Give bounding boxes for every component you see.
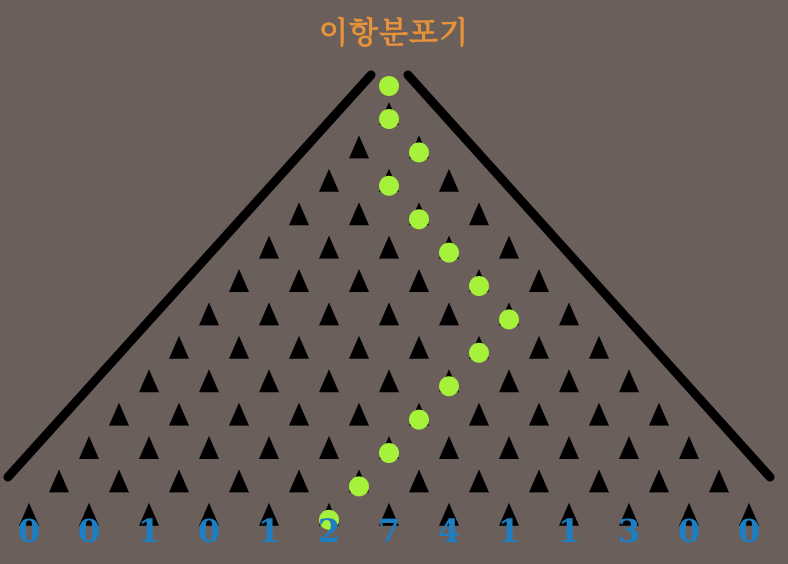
bin-count: 0 bbox=[197, 512, 221, 550]
ball bbox=[409, 209, 429, 229]
bin-count: 0 bbox=[17, 512, 41, 550]
peg bbox=[439, 436, 459, 459]
peg bbox=[349, 202, 369, 225]
peg bbox=[529, 336, 549, 359]
ball bbox=[379, 176, 399, 196]
ball bbox=[409, 142, 429, 162]
peg bbox=[529, 269, 549, 292]
ball bbox=[379, 76, 399, 96]
peg bbox=[139, 369, 159, 392]
peg bbox=[49, 469, 69, 492]
bin-count: 7 bbox=[377, 512, 401, 550]
peg bbox=[379, 236, 399, 259]
peg bbox=[409, 336, 429, 359]
bin-count: 0 bbox=[737, 512, 761, 550]
left-wall bbox=[8, 75, 371, 477]
ball bbox=[349, 476, 369, 496]
peg bbox=[259, 236, 279, 259]
peg bbox=[259, 436, 279, 459]
peg bbox=[349, 135, 369, 158]
bin-count: 4 bbox=[437, 512, 461, 550]
peg bbox=[589, 403, 609, 426]
peg bbox=[349, 403, 369, 426]
peg bbox=[349, 336, 369, 359]
page-title: 이항분포기 bbox=[319, 16, 469, 51]
peg bbox=[199, 369, 219, 392]
peg bbox=[619, 369, 639, 392]
peg bbox=[289, 202, 309, 225]
peg bbox=[229, 336, 249, 359]
peg bbox=[169, 336, 189, 359]
peg bbox=[409, 269, 429, 292]
peg bbox=[259, 302, 279, 325]
peg bbox=[229, 403, 249, 426]
peg bbox=[649, 403, 669, 426]
peg bbox=[499, 236, 519, 259]
peg bbox=[469, 202, 489, 225]
ball bbox=[469, 276, 489, 296]
peg bbox=[409, 469, 429, 492]
peg bbox=[289, 336, 309, 359]
peg bbox=[649, 469, 669, 492]
peg bbox=[109, 469, 129, 492]
bin-count: 1 bbox=[137, 512, 161, 550]
peg bbox=[559, 369, 579, 392]
peg bbox=[439, 169, 459, 192]
ball bbox=[439, 243, 459, 263]
peg bbox=[679, 436, 699, 459]
ball bbox=[379, 109, 399, 129]
peg bbox=[469, 469, 489, 492]
peg bbox=[589, 469, 609, 492]
peg bbox=[439, 302, 459, 325]
peg bbox=[169, 403, 189, 426]
peg bbox=[289, 269, 309, 292]
bin-count: 1 bbox=[557, 512, 581, 550]
ball bbox=[439, 376, 459, 396]
peg bbox=[349, 269, 369, 292]
peg bbox=[139, 436, 159, 459]
ball-trail bbox=[319, 76, 519, 530]
peg bbox=[619, 436, 639, 459]
peg bbox=[109, 403, 129, 426]
peg bbox=[499, 436, 519, 459]
peg bbox=[319, 369, 339, 392]
peg bbox=[469, 403, 489, 426]
peg bbox=[529, 403, 549, 426]
peg bbox=[379, 369, 399, 392]
peg bbox=[199, 436, 219, 459]
bin-count: 1 bbox=[257, 512, 281, 550]
bin-count: 2 bbox=[317, 512, 341, 550]
peg bbox=[289, 469, 309, 492]
peg bbox=[289, 403, 309, 426]
ball bbox=[409, 410, 429, 430]
peg bbox=[79, 436, 99, 459]
right-wall bbox=[408, 75, 770, 477]
peg bbox=[559, 302, 579, 325]
peg bbox=[169, 469, 189, 492]
peg bbox=[319, 302, 339, 325]
peg bbox=[319, 236, 339, 259]
peg bbox=[499, 369, 519, 392]
peg bbox=[229, 269, 249, 292]
peg bbox=[529, 469, 549, 492]
ball bbox=[469, 343, 489, 363]
bin-count: 0 bbox=[677, 512, 701, 550]
ball bbox=[499, 309, 519, 329]
bin-count: 3 bbox=[617, 512, 641, 550]
bin-count: 1 bbox=[497, 512, 521, 550]
peg bbox=[379, 302, 399, 325]
peg bbox=[319, 436, 339, 459]
peg bbox=[229, 469, 249, 492]
peg bbox=[559, 436, 579, 459]
peg bbox=[199, 302, 219, 325]
peg bbox=[589, 336, 609, 359]
peg bbox=[709, 469, 729, 492]
ball bbox=[379, 443, 399, 463]
peg bbox=[319, 169, 339, 192]
peg bbox=[259, 369, 279, 392]
bin-count: 0 bbox=[77, 512, 101, 550]
